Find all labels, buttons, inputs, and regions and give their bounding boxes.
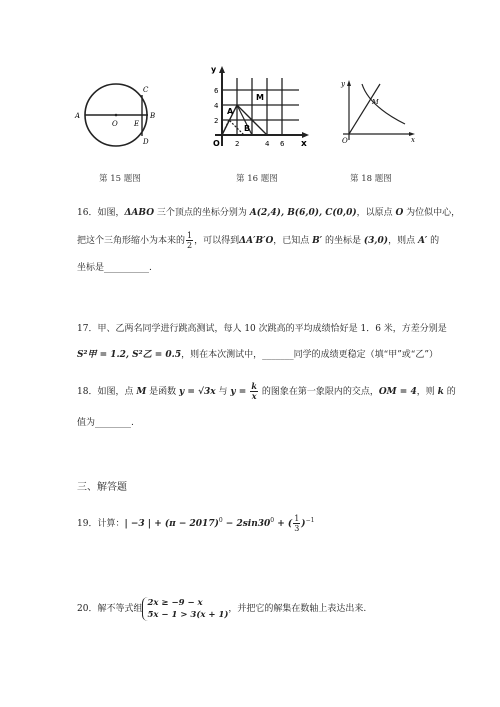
q18-text: 的图象在第一象限内的交点， <box>258 387 379 397</box>
q16-line-1 <box>77 207 460 219</box>
q17-line-1: 17．甲、乙两名同学进行跳高测试，每人 10 次跳高的平均成绩恰好是 1．6 米，方差分别是 <box>77 324 447 334</box>
q19-exp: 0 <box>218 517 223 524</box>
fraction-denominator: 3 <box>294 524 300 533</box>
q20-text: 20．解不等式组 <box>77 604 143 614</box>
q16-text: ，可以得到 <box>194 236 240 246</box>
figure-16-diagram <box>205 64 315 154</box>
q16-line-2 <box>77 230 439 252</box>
q16-text: 为位似中心， <box>403 208 461 218</box>
q18-text: 18．如图，点 <box>77 387 137 397</box>
fig15-label-D: D <box>143 138 149 146</box>
q18-line-2: 值为________. <box>77 418 134 428</box>
q16-point-a: A′ <box>417 236 428 246</box>
fraction-denominator: x <box>251 391 257 401</box>
fraction-numerator: k <box>251 381 257 391</box>
fraction-numerator: 1 <box>187 231 193 240</box>
q20-system <box>142 597 228 621</box>
q18-om: OM = 4 <box>378 387 417 397</box>
q16-text: ，则点 <box>388 236 418 246</box>
fig16-label-B: B <box>244 124 251 133</box>
fig16-tick-x2: 2 <box>235 140 240 148</box>
figure-15-diagram <box>72 62 162 152</box>
q19-expr: ) <box>301 519 306 529</box>
figure-15 <box>72 62 162 152</box>
q18-line-1 <box>77 381 456 403</box>
fig15-label-B: B <box>150 112 156 120</box>
section-3-title: 三、解答题 <box>77 482 127 493</box>
fig16-tick-x4: 4 <box>265 140 270 148</box>
fraction-denominator: 2 <box>187 241 193 250</box>
fig16-label-A: A <box>227 107 234 116</box>
q20-inequality-2: 5x − 1 > 3(x + 1) <box>147 609 229 620</box>
q19-expr: − 2sin30 <box>222 519 271 529</box>
fraction-numerator: 1 <box>294 514 300 523</box>
q18-text: 与 <box>215 387 231 397</box>
fig15-label-A: A <box>75 112 81 120</box>
fig18-label-O: O <box>342 137 348 145</box>
q19-expr: | −3 | + (π − 2017) <box>124 519 219 529</box>
fig18-label-x: x <box>411 136 415 144</box>
fig16-tick-y2: 2 <box>214 117 219 125</box>
q16-text: 三个顶点的坐标分别为 <box>154 208 250 218</box>
q19-exp: 0 <box>270 517 275 524</box>
fig18-label-M: M <box>372 98 379 106</box>
q16-origin: O <box>395 208 404 218</box>
q18-func-2: y = <box>230 387 250 397</box>
q16-point-b: B′ <box>312 236 323 246</box>
q16-text: ，以原点 <box>356 208 396 218</box>
figure-18-diagram <box>335 78 420 148</box>
figure-18 <box>335 78 420 148</box>
q19-exp: −1 <box>305 517 315 524</box>
q16-triangle: ΔABO <box>124 208 155 218</box>
q16-coords: A(2,4), B(6,0), C(0,0) <box>249 208 357 218</box>
fig16-label-O: O <box>213 139 220 148</box>
q19-line <box>77 510 314 535</box>
q20-text: ，并把它的解集在数轴上表达出来. <box>228 604 367 614</box>
q19-expr: + ( <box>274 519 293 529</box>
fig15-label-C: C <box>143 86 149 94</box>
q18-text: ，则 <box>416 387 438 397</box>
q16-new-triangle: ΔA′B′O <box>239 236 274 246</box>
figure-15-caption: 第 15 题图 <box>99 174 141 184</box>
q16-coord: (3,0) <box>363 236 389 246</box>
fig16-label-y: y <box>211 65 217 74</box>
fig15-label-E: E <box>134 120 140 128</box>
q19-fraction <box>293 514 300 533</box>
fig15-label-O: O <box>112 120 118 128</box>
fig16-tick-x6: 6 <box>280 140 285 148</box>
q18-text: 的 <box>443 387 456 397</box>
q16-text: 的坐标是 <box>322 236 364 246</box>
q17-variances: S²甲 = 1.2, S²乙 = 0.5 <box>77 350 182 360</box>
q19-text: 19．计算： <box>77 519 125 529</box>
q18-fraction <box>250 382 258 401</box>
figure-18-caption: 第 18 题图 <box>350 174 392 184</box>
q20-line <box>77 594 366 624</box>
q16-text: 把这个三角形缩小为本来的 <box>77 236 186 246</box>
fig18-label-y: y <box>341 80 345 88</box>
figure-16 <box>205 64 315 154</box>
q18-text: 是函数 <box>146 387 180 397</box>
q18-k: k <box>437 387 444 397</box>
q16-line-3: 坐标是__________. <box>77 263 152 273</box>
q18-point-m: M <box>136 387 147 397</box>
fig16-label-M: M <box>256 93 264 102</box>
figure-16-caption: 第 16 题图 <box>236 174 278 184</box>
q16-text: 16．如图， <box>77 208 125 218</box>
fig16-label-x: x <box>301 139 307 149</box>
q17-text: ，则在本次测试中，_______同学的成绩更稳定（填“甲”或“乙”） <box>181 350 438 360</box>
q20-inequality-1: 2x ≥ −9 − x <box>147 597 203 608</box>
q16-text: ，已知点 <box>273 236 313 246</box>
q17-line-2 <box>77 349 438 361</box>
q16-fraction <box>186 231 193 250</box>
q16-text: 的 <box>427 236 440 246</box>
fig16-tick-y6: 6 <box>214 87 219 95</box>
fig16-tick-y4: 4 <box>214 102 219 110</box>
q18-func-1: y = √3x <box>179 387 216 397</box>
